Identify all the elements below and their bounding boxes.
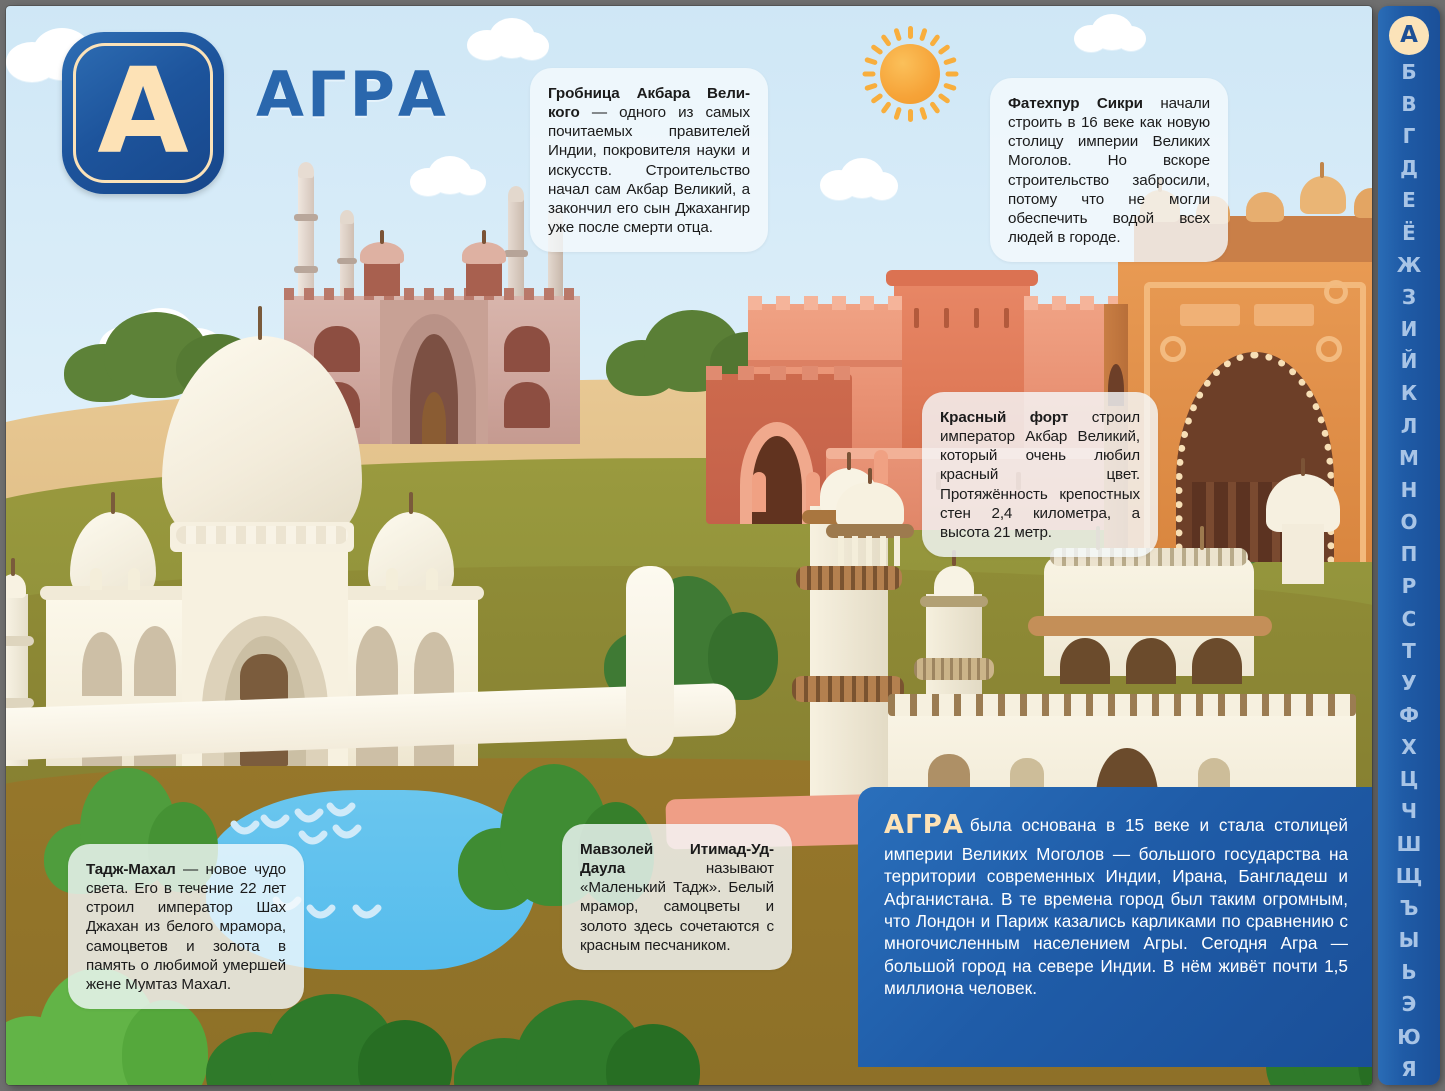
callout-fatehpur-sikri-title: Фатехпур Сикри: [1008, 95, 1143, 112]
callout-itimad-ud-daula-title: Мавзолей Итимад-Уд-Даула: [580, 841, 774, 878]
alphabet-letter-У[interactable]: У: [1401, 670, 1417, 695]
illustration-canvas: [6, 6, 1372, 1085]
callout-akbar-tomb: [530, 68, 768, 252]
alphabet-letter-В[interactable]: В: [1401, 92, 1417, 116]
alphabet-letter-С[interactable]: С: [1401, 606, 1417, 631]
alphabet-letter-П[interactable]: П: [1400, 542, 1418, 567]
callout-fatehpur-sikri-text: начали строить в 16 веке как новую столицу империи Великих Моголов. Но вскоре строительство забросили, потому что не могли обеспечить водой всех людей в городе.: [1008, 95, 1210, 246]
alphabet-letter-З[interactable]: З: [1401, 284, 1417, 309]
alphabet-letter-Ъ[interactable]: Ъ: [1399, 895, 1419, 920]
callout-taj-mahal-text: — новое чудо света. Его в течение 22 лет строил император Шах Джахан из белого мрамора, самоцветов и золота в память о любимой умершей жене Мумтаз Махал.: [86, 861, 286, 993]
alphabet-letter-Ь[interactable]: Ь: [1401, 960, 1417, 985]
main-panel-lead: АГРА: [884, 810, 964, 840]
bush: [454, 998, 704, 1085]
alphabet-letter-Г[interactable]: Г: [1402, 124, 1416, 149]
callout-itimad-ud-daula-text: называют «Маленький Тадж». Белый мрамор, самоцветы и золото здесь сочетаются с красным песчаником.: [580, 860, 774, 954]
main-description-panel: [858, 787, 1372, 1067]
alphabet-letter-Т[interactable]: Т: [1402, 638, 1416, 663]
letter-badge-glyph: А: [97, 41, 189, 180]
alphabet-letter-Е[interactable]: Е: [1402, 188, 1416, 213]
alphabet-letter-Н[interactable]: Н: [1400, 477, 1418, 502]
alphabet-letter-К[interactable]: К: [1400, 381, 1418, 406]
alphabet-letter-Ж[interactable]: Ж: [1396, 252, 1422, 277]
page-title: АГРА: [256, 58, 449, 131]
callout-taj-mahal-title: Тадж-Махал: [86, 861, 176, 878]
alphabet-index-rail[interactable]: [1378, 6, 1440, 1085]
alphabet-letter-Ш[interactable]: Ш: [1396, 831, 1422, 856]
callout-itimad-ud-daula: [562, 824, 792, 970]
callout-akbar-tomb-text: — одного из самых почитаемых правителей Индии, покровителя науки и искусств. Строительство начал сам Акбар Великий, а закончил его сын Джахангир уже после смерти отца.: [548, 104, 750, 236]
alphabet-letter-Ц[interactable]: Ц: [1399, 767, 1419, 792]
main-panel-text: была основана в 15 веке и стала столицей империи Великих Моголов — большого государства на территории современных Индии, Ирана, Бангладеш и Афганистана. В те времена город был таким огромным, что Лондон и Париж казались карликами по сравнению с многочисленным населением Агры. Сегодня Агра — большой город на севере Индии. В нём живёт почти 1,5 миллиона человек.: [884, 815, 1348, 998]
alphabet-letter-М[interactable]: М: [1399, 445, 1419, 470]
callout-akbar-tomb-title: Гробница Акбара Вели-кого: [548, 85, 750, 122]
alphabet-letter-Ю[interactable]: Ю: [1397, 1024, 1421, 1049]
alphabet-letter-Ё[interactable]: Ё: [1402, 220, 1416, 245]
callout-fatehpur-sikri: [990, 78, 1228, 262]
alphabet-letter-И[interactable]: И: [1400, 317, 1418, 342]
callout-red-fort: [922, 392, 1158, 557]
alphabet-letter-Ы[interactable]: Ы: [1398, 928, 1420, 953]
alphabet-letter-Я[interactable]: Я: [1401, 1056, 1417, 1081]
alphabet-letter-Э[interactable]: Э: [1401, 992, 1417, 1017]
alphabet-letter-Ч[interactable]: Ч: [1400, 799, 1418, 824]
alphabet-letter-Й[interactable]: Й: [1400, 349, 1418, 374]
alphabet-letter-Д[interactable]: Д: [1400, 156, 1418, 181]
alphabet-letter-Б[interactable]: Б: [1401, 59, 1417, 84]
alphabet-letter-Р[interactable]: Р: [1401, 574, 1417, 599]
callout-taj-mahal: [68, 844, 304, 1009]
alphabet-letter-О[interactable]: О: [1400, 510, 1418, 535]
letter-badge: [62, 32, 224, 194]
callout-red-fort-text: строил император Акбар Великий, который очень любил красный цвет. Протяжённость крепостных стен 2,4 километра, а высота 21 метр.: [940, 409, 1140, 541]
callout-red-fort-title: Красный форт: [940, 409, 1069, 426]
alphabet-letter-Щ[interactable]: Щ: [1395, 863, 1423, 888]
alphabet-letter-Л[interactable]: Л: [1400, 413, 1418, 438]
alphabet-letter-А[interactable]: А: [1389, 16, 1429, 55]
alphabet-letter-Х[interactable]: Х: [1401, 735, 1417, 760]
alphabet-letter-Ф[interactable]: Ф: [1399, 702, 1419, 727]
